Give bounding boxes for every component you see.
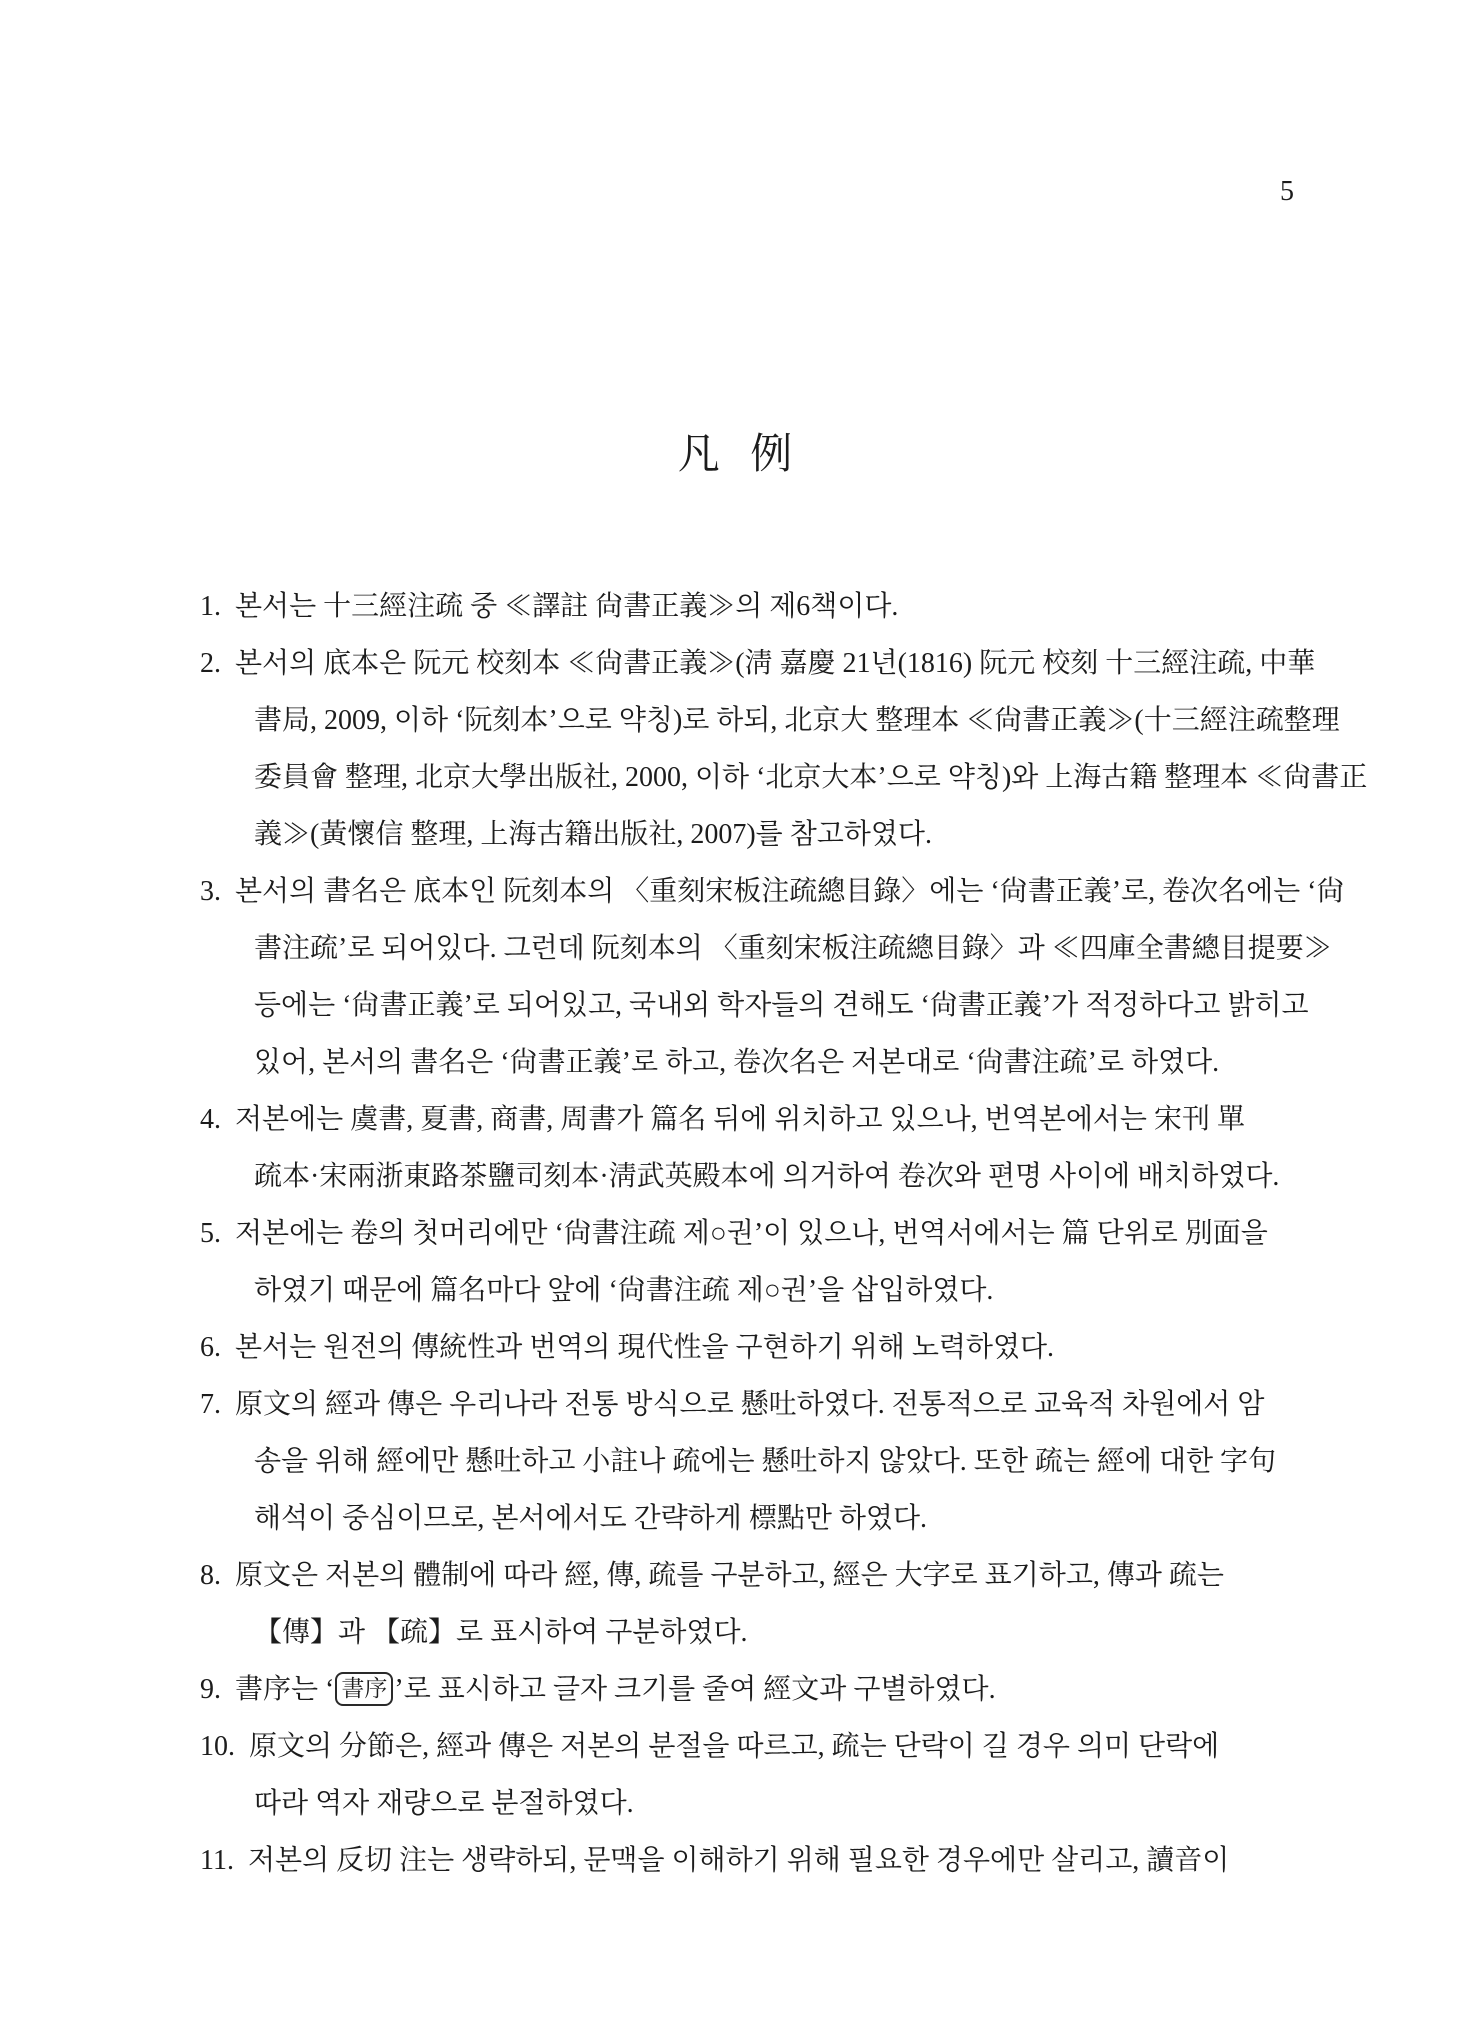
item-line xyxy=(200,1718,1360,1775)
item-line: 해석이 중심이므로, 본서에서도 간략하게 標點만 하였다. xyxy=(254,1503,928,1534)
list-item-5 xyxy=(200,1205,1360,1319)
list-item-10 xyxy=(200,1718,1360,1832)
list-item-6 xyxy=(200,1319,1360,1376)
list-item-1 xyxy=(200,578,1360,635)
item-line: 委員會 整理, 北京大學出版社, 2000, 이하 ‘北京大本’으로 약칭)와 上海古籍 整理本 ≪尙書正 xyxy=(254,762,1368,793)
item-text: 原文의 分節은, 經과 傳은 저본의 분절을 따르고, 疏는 단락이 길 경우 의미 단락에 xyxy=(249,1731,1220,1762)
item-line: 【傳】과 【疏】로 표시하여 구분하였다. xyxy=(254,1617,748,1648)
item-number: 7. xyxy=(200,1389,221,1420)
item-line xyxy=(200,1205,1360,1262)
item-line xyxy=(200,1376,1360,1433)
item-number: 9. xyxy=(200,1674,221,1705)
item-line: 따라 역자 재량으로 분절하였다. xyxy=(254,1788,634,1819)
item-line: 하였기 때문에 篇名마다 앞에 ‘尙書注疏 제○권’을 삽입하였다. xyxy=(254,1275,994,1306)
item-text: 본서의 底本은 阮元 校刻本 ≪尙書正義≫(淸 嘉慶 21년(1816) 阮元 校刻 十三經注疏, 中華 xyxy=(235,648,1316,679)
item-number: 3. xyxy=(200,876,221,907)
item-number: 10. xyxy=(200,1731,235,1762)
page-number: 5 xyxy=(1280,176,1294,207)
item-text: 書序는 ‘ xyxy=(235,1674,335,1705)
list-item-4 xyxy=(200,1091,1360,1205)
item-line xyxy=(200,1319,1360,1376)
item-number: 5. xyxy=(200,1218,221,1249)
item-line: 등에는 ‘尙書正義’로 되어있고, 국내외 학자들의 견해도 ‘尙書正義’가 적정하다고 밝히고 xyxy=(254,990,1309,1021)
item-text: 본서는 十三經注疏 중 ≪譯註 尙書正義≫의 제6책이다. xyxy=(235,591,899,622)
item-number: 8. xyxy=(200,1560,221,1591)
item-text: 저본의 反切 注는 생략하되, 문맥을 이해하기 위해 필요한 경우에만 살리고, 讀音이 xyxy=(247,1845,1230,1876)
list-item-3 xyxy=(200,863,1360,1091)
item-line: 疏本·宋兩浙東路茶鹽司刻本·淸武英殿本에 의거하여 卷次와 편명 사이에 배치하였다. xyxy=(254,1161,1280,1192)
item-line xyxy=(200,635,1360,692)
boxed-label: 書序 xyxy=(335,1672,393,1706)
list-item-8 xyxy=(200,1547,1360,1661)
item-number: 6. xyxy=(200,1332,221,1363)
item-line xyxy=(200,1661,1360,1718)
list-item-11 xyxy=(200,1832,1360,1889)
item-line xyxy=(200,1547,1360,1604)
list-item-7 xyxy=(200,1376,1360,1547)
item-line: 있어, 본서의 書名은 ‘尙書正義’로 하고, 卷次名은 저본대로 ‘尙書注疏’로 하였다. xyxy=(254,1047,1220,1078)
legend-list xyxy=(200,578,1368,1889)
item-line xyxy=(200,863,1360,920)
item-number: 11. xyxy=(200,1845,234,1876)
item-line: 書注疏’로 되어있다. 그런데 阮刻本의 〈重刻宋板注疏總目錄〉과 ≪四庫全書總目提要≫ xyxy=(254,933,1332,964)
item-text: 본서는 원전의 傳統性과 번역의 現代性을 구현하기 위해 노력하였다. xyxy=(235,1332,1055,1363)
item-line xyxy=(200,1091,1360,1148)
item-text: 原文은 저본의 體制에 따라 經, 傳, 疏를 구분하고, 經은 大字로 표기하고, 傳과 疏는 xyxy=(235,1560,1224,1591)
item-number: 4. xyxy=(200,1104,221,1135)
item-number: 1. xyxy=(200,591,221,622)
item-text: 저본에는 虞書, 夏書, 商書, 周書가 篇名 뒤에 위치하고 있으나, 번역본에서는 宋刊 單 xyxy=(235,1104,1245,1135)
page-title: 凡 例 xyxy=(677,432,803,478)
item-text: 原文의 經과 傳은 우리나라 전통 방식으로 懸吐하였다. 전통적으로 교육적 차원에서 암 xyxy=(235,1389,1265,1420)
list-item-2 xyxy=(200,635,1368,863)
item-text: 본서의 書名은 底本인 阮刻本의 〈重刻宋板注疏總目錄〉에는 ‘尙書正義’로, 卷次名에는 ‘尙 xyxy=(235,876,1345,907)
item-number: 2. xyxy=(200,648,221,679)
item-line: 송을 위해 經에만 懸吐하고 小註나 疏에는 懸吐하지 않았다. 또한 疏는 經에 대한 字句 xyxy=(254,1446,1277,1477)
item-line xyxy=(200,578,1360,635)
item-line: 義≫(黃懷信 整理, 上海古籍出版社, 2007)를 참고하였다. xyxy=(254,819,932,850)
item-text: 저본에는 卷의 첫머리에만 ‘尙書注疏 제○권’이 있으나, 번역서에서는 篇 단위로 別面을 xyxy=(235,1218,1268,1249)
item-text: ’로 표시하고 글자 크기를 줄여 經文과 구별하였다. xyxy=(394,1674,996,1705)
item-line: 書局, 2009, 이하 ‘阮刻本’으로 약칭)로 하되, 北京大 整理本 ≪尙書正義≫(十三經注疏整理 xyxy=(254,705,1340,736)
list-item-9 xyxy=(200,1661,1360,1718)
item-line xyxy=(200,1832,1360,1889)
